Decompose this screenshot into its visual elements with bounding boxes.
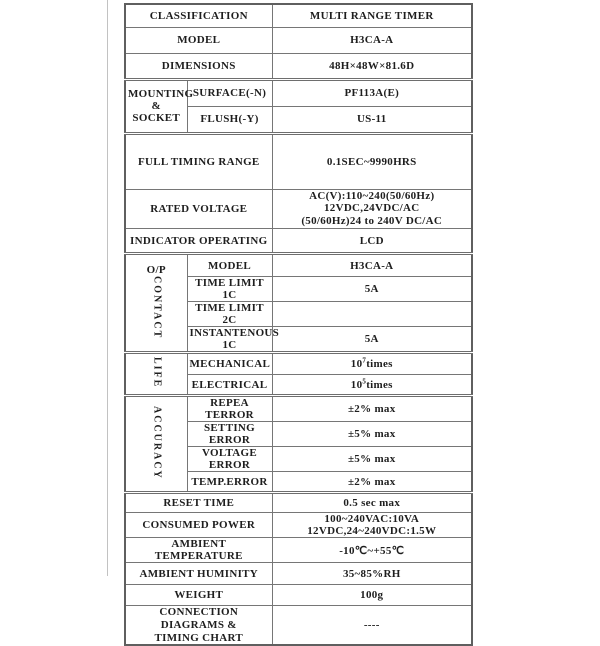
flush-label: FLUSH(-Y) xyxy=(187,106,272,133)
temp-error-value: ±2% max xyxy=(272,472,472,493)
contact-model-value: H3CA-A xyxy=(272,254,472,277)
contact-vertical-label: CONTACT xyxy=(151,276,163,340)
ambient-temperature-value: -10℃~+55℃ xyxy=(272,538,472,563)
electrical-suffix: times xyxy=(366,378,393,391)
table-row xyxy=(125,353,472,375)
contact-model-label: MODEL xyxy=(187,254,272,277)
electrical-exponent: 5 xyxy=(362,377,367,386)
scan-artifact-line xyxy=(107,0,108,576)
table-row xyxy=(125,133,472,189)
voltage-error-label: VOLTAGE ERROR xyxy=(187,447,272,472)
time-limit-1c-value: 5A xyxy=(272,277,472,302)
table-row xyxy=(125,396,472,422)
ambient-humidity-value: 35~85%RH xyxy=(272,563,472,585)
table-row xyxy=(125,513,472,538)
accuracy-group-label xyxy=(125,396,187,493)
mechanical-label: MECHANICAL xyxy=(187,353,272,375)
mounting-socket-group-label xyxy=(125,79,194,133)
electrical-value xyxy=(272,375,472,396)
time-limit-1c-label: TIME LIMIT 1C xyxy=(187,277,272,302)
full-timing-range-label: FULL TIMING RANGE xyxy=(125,133,272,189)
classification-value: MULTI RANGE TIMER xyxy=(272,4,472,27)
electrical-label: ELECTRICAL xyxy=(187,375,272,396)
mechanical-suffix: times xyxy=(366,358,393,371)
table-row xyxy=(125,4,472,27)
instantenous-1c-value: 5A xyxy=(272,327,472,353)
weight-label: WEIGHT xyxy=(125,585,272,606)
table-row xyxy=(125,606,472,645)
rated-voltage-line1: AC(V):110~240(50/60Hz) xyxy=(309,189,435,202)
table-row xyxy=(125,189,472,229)
voltage-error-value: ±5% max xyxy=(272,447,472,472)
connection-diagrams-value: ---- xyxy=(272,606,472,645)
flush-value: US-11 xyxy=(272,106,472,133)
reset-time-label: RESET TIME xyxy=(125,493,272,513)
surface-value: PF113A(E) xyxy=(272,79,472,106)
connection-label-line2: TIMING CHART xyxy=(154,631,243,644)
setting-error-label: SETTING ERROR xyxy=(187,422,272,447)
dimensions-label: DIMENSIONS xyxy=(125,53,272,79)
consumed-power-value: 100~240VAC:10VA 12VDC,24~240VDC:1.5W xyxy=(272,513,472,538)
op-label: O/P xyxy=(146,264,166,277)
model-label: MODEL xyxy=(125,27,272,53)
table-row xyxy=(125,27,472,53)
life-vertical-label: LIFE xyxy=(151,357,163,389)
ambient-humidity-label: AMBIENT HUMINITY xyxy=(125,563,272,585)
setting-error-value: ±5% max xyxy=(272,422,472,447)
instantenous-1c-label: INSTANTENOUS 1C xyxy=(187,327,272,353)
temp-error-label: TEMP.ERROR xyxy=(187,472,272,493)
rated-voltage-line2: 12VDC,24VDC/AC xyxy=(323,202,420,215)
consumed-power-label: CONSUMED POWER xyxy=(125,513,272,538)
indicator-operating-value: LCD xyxy=(272,229,472,254)
table-row xyxy=(125,563,472,585)
mechanical-exponent: 7 xyxy=(362,356,367,365)
table-row xyxy=(125,53,472,79)
time-limit-2c-label: TIME LIMIT 2C xyxy=(187,302,272,327)
reset-time-value: 0.5 sec max xyxy=(272,493,472,513)
accuracy-vertical-label: ACCURACY xyxy=(151,406,163,480)
table-row xyxy=(125,585,472,606)
table-row xyxy=(125,229,472,254)
mechanical-base: 10 xyxy=(350,358,363,371)
table-row xyxy=(125,493,472,513)
mounting-label-line1: MOUNTING xyxy=(128,88,194,100)
table-row xyxy=(125,538,472,563)
weight-value: 100g xyxy=(272,585,472,606)
dimensions-value: 48H×48W×81.6D xyxy=(272,53,472,79)
repeat-error-label: REPEA TERROR xyxy=(187,396,272,422)
model-value: H3CA-A xyxy=(272,27,472,53)
table-row xyxy=(125,254,472,277)
rated-voltage-label: RATED VOLTAGE xyxy=(125,189,272,229)
op-contact-group-label xyxy=(125,254,187,353)
time-limit-2c-value xyxy=(272,302,472,327)
mechanical-value xyxy=(272,353,472,375)
electrical-base: 10 xyxy=(350,378,363,391)
indicator-operating-label: INDICATOR OPERATING xyxy=(125,229,272,254)
table-row xyxy=(125,79,472,106)
surface-label: SURFACE(-N) xyxy=(187,79,272,106)
life-group-label xyxy=(125,353,187,396)
ambient-temperature-label: AMBIENT TEMPERATURE xyxy=(125,538,272,563)
connection-diagrams-label xyxy=(125,606,272,645)
full-timing-range-value: 0.1SEC~9990HRS xyxy=(272,133,472,189)
connection-label-line1: CONNECTION DIAGRAMS & xyxy=(159,606,239,632)
mounting-label-line2: & SOCKET xyxy=(132,100,181,124)
spec-table xyxy=(124,3,473,646)
rated-voltage-line3: (50/60Hz)24 to 240V DC/AC xyxy=(301,215,443,228)
rated-voltage-value xyxy=(272,189,472,229)
classification-label: CLASSIFICATION xyxy=(125,4,272,27)
repeat-error-value: ±2% max xyxy=(272,396,472,422)
